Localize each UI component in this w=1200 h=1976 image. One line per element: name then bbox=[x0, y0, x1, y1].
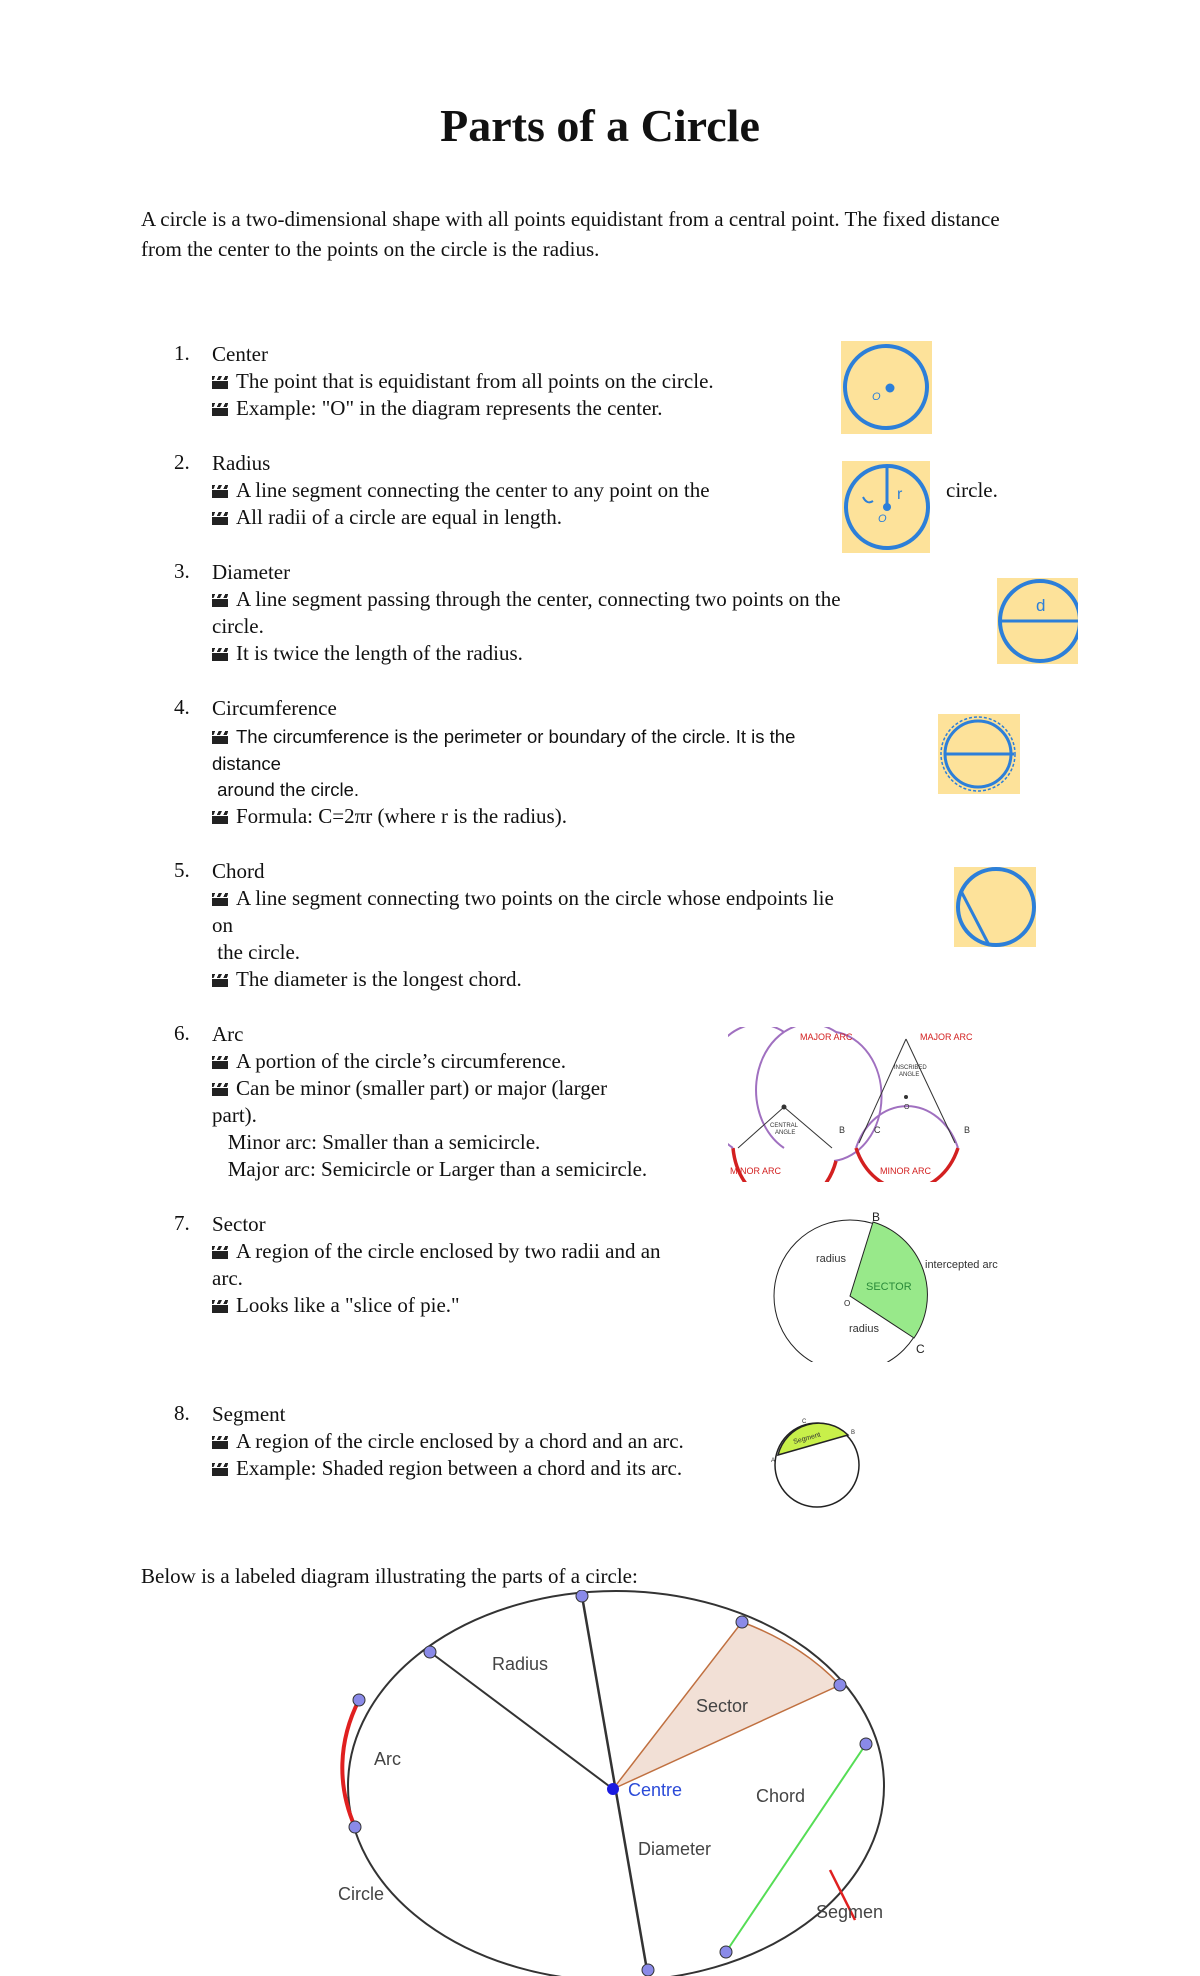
item-heading: Center bbox=[212, 342, 268, 366]
svg-text:C: C bbox=[802, 1419, 807, 1425]
svg-text:SECTOR: SECTOR bbox=[866, 1281, 912, 1293]
item-number: 5. bbox=[174, 858, 190, 882]
item-line: part). bbox=[212, 1103, 257, 1127]
item-heading: Diameter bbox=[212, 560, 291, 584]
item-line: The circumference is the perimeter or boundary of the circle. It is the bbox=[212, 723, 795, 750]
svg-text:radius: radius bbox=[849, 1323, 879, 1335]
svg-text:A: A bbox=[771, 1458, 776, 1464]
clapperboard-icon bbox=[212, 1463, 228, 1476]
item-number: 8. bbox=[174, 1401, 190, 1425]
clapperboard-icon bbox=[212, 974, 228, 987]
chord-thumbnail bbox=[954, 867, 1036, 947]
item-line: Example: "O" in the diagram represents the center. bbox=[212, 395, 663, 422]
svg-text:O: O bbox=[872, 391, 881, 403]
item-line: A line segment connecting the center to any point on the bbox=[212, 477, 710, 504]
item-line: The diameter is the longest chord. bbox=[212, 966, 522, 993]
svg-text:B: B bbox=[839, 1125, 846, 1135]
item-line: Major arc: Semicircle or Larger than a semicircle. bbox=[212, 1157, 648, 1181]
svg-text:O: O bbox=[904, 1104, 910, 1111]
item-line: Looks like a "slice of pie." bbox=[212, 1292, 460, 1319]
svg-text:intercepted arc: intercepted arc bbox=[925, 1259, 998, 1271]
item-line: A line segment passing through the center, connecting two points on the bbox=[212, 586, 841, 613]
clapperboard-icon bbox=[212, 512, 228, 525]
clapperboard-icon bbox=[212, 731, 228, 744]
item-heading: Circumference bbox=[212, 696, 337, 720]
clapperboard-icon bbox=[212, 376, 228, 389]
svg-text:ANGLE: ANGLE bbox=[775, 1130, 796, 1136]
item-number: 6. bbox=[174, 1021, 190, 1045]
item-line: around the circle. bbox=[212, 779, 360, 800]
svg-text:MINOR ARC: MINOR ARC bbox=[880, 1166, 932, 1176]
svg-text:Circle: Circle bbox=[338, 1884, 385, 1904]
labeled-circle-diagram bbox=[330, 1590, 900, 1976]
item-number: 4. bbox=[174, 695, 190, 719]
svg-text:MINOR ARC: MINOR ARC bbox=[730, 1166, 782, 1176]
item-line: distance bbox=[212, 753, 281, 774]
clapperboard-icon bbox=[212, 811, 228, 824]
clapperboard-icon bbox=[212, 403, 228, 416]
svg-text:O: O bbox=[844, 1299, 851, 1308]
item-line: A portion of the circle’s circumference. bbox=[212, 1048, 566, 1075]
svg-text:Chord: Chord bbox=[756, 1786, 806, 1806]
segment-thumbnail bbox=[770, 1413, 860, 1510]
item-line: on bbox=[212, 913, 233, 937]
item-number: 3. bbox=[174, 559, 190, 583]
center-thumbnail bbox=[841, 341, 932, 434]
item-number: 2. bbox=[174, 450, 190, 474]
item-line: Minor arc: Smaller than a semicircle. bbox=[212, 1130, 541, 1154]
item-line: It is twice the length of the radius. bbox=[212, 640, 523, 667]
item-line: All radii of a circle are equal in length. bbox=[212, 504, 562, 531]
clapperboard-icon bbox=[212, 485, 228, 498]
clapperboard-icon bbox=[212, 1300, 228, 1313]
svg-text:Segment: Segment bbox=[792, 1431, 822, 1446]
svg-text:B: B bbox=[851, 1430, 856, 1436]
item-heading: Segment bbox=[212, 1402, 286, 1426]
arc-thumbnail bbox=[728, 1027, 1008, 1182]
svg-text:radius: radius bbox=[816, 1253, 846, 1265]
item-heading: Chord bbox=[212, 859, 265, 883]
item-number: 1. bbox=[174, 341, 190, 365]
item-line: A region of the circle enclosed by a chord and an arc. bbox=[212, 1428, 684, 1455]
intro-paragraph: A circle is a two-dimensional shape with all points equidistant from a central point. The fixed distance from the center to the points on the circle is the radius. bbox=[141, 207, 1000, 261]
svg-text:Segmen: Segmen bbox=[816, 1902, 884, 1922]
svg-text:C: C bbox=[916, 1342, 925, 1356]
svg-text:ANGLE: ANGLE bbox=[899, 1072, 920, 1078]
clapperboard-icon bbox=[212, 1083, 228, 1096]
diagram-caption: Below is a labeled diagram illustrating the parts of a circle: bbox=[141, 1564, 638, 1588]
svg-text:Radius: Radius bbox=[492, 1654, 549, 1674]
svg-text:r: r bbox=[897, 486, 903, 503]
clapperboard-icon bbox=[212, 648, 228, 661]
item-line-tail: circle. bbox=[946, 478, 998, 502]
svg-text:Sector: Sector bbox=[696, 1696, 749, 1716]
clapperboard-icon bbox=[212, 1436, 228, 1449]
clapperboard-icon bbox=[212, 1246, 228, 1259]
item-heading: Radius bbox=[212, 451, 271, 475]
item-line: A region of the circle enclosed by two radii and an bbox=[212, 1238, 661, 1265]
radius-thumbnail bbox=[842, 461, 930, 553]
page-title: Parts of a Circle bbox=[440, 100, 760, 151]
clapperboard-icon bbox=[212, 594, 228, 607]
item-line: circle. bbox=[212, 614, 264, 638]
svg-text:MAJOR ARC: MAJOR ARC bbox=[800, 1032, 853, 1042]
svg-text:C: C bbox=[874, 1125, 881, 1135]
svg-text:B: B bbox=[964, 1125, 971, 1135]
svg-text:INSCRIBED: INSCRIBED bbox=[894, 1065, 927, 1071]
svg-text:CENTRAL: CENTRAL bbox=[770, 1123, 799, 1129]
svg-text:O: O bbox=[878, 513, 887, 525]
item-line: arc. bbox=[212, 1266, 243, 1290]
diameter-thumbnail bbox=[997, 578, 1078, 664]
sector-thumbnail bbox=[768, 1212, 1030, 1362]
item-line: Can be minor (smaller part) or major (larger bbox=[212, 1075, 607, 1102]
svg-text:Diameter: Diameter bbox=[638, 1839, 712, 1859]
item-heading: Arc bbox=[212, 1022, 244, 1046]
item-line: The point that is equidistant from all points on the circle. bbox=[212, 368, 714, 395]
svg-text:B: B bbox=[872, 1212, 881, 1224]
svg-text:Centre: Centre bbox=[628, 1780, 683, 1800]
item-line: the circle. bbox=[212, 940, 301, 964]
item-line: A line segment connecting two points on the circle whose endpoints lie bbox=[212, 885, 834, 912]
clapperboard-icon bbox=[212, 893, 228, 906]
svg-text:d: d bbox=[1036, 596, 1046, 615]
circumference-thumbnail bbox=[938, 714, 1020, 794]
svg-text:Arc: Arc bbox=[374, 1749, 401, 1769]
clapperboard-icon bbox=[212, 1056, 228, 1069]
item-line: Example: Shaded region between a chord and its arc. bbox=[212, 1455, 682, 1482]
item-line: Formula: C=2πr (where r is the radius). bbox=[212, 803, 567, 830]
item-heading: Sector bbox=[212, 1212, 266, 1236]
svg-text:MAJOR ARC: MAJOR ARC bbox=[920, 1032, 973, 1042]
item-number: 7. bbox=[174, 1211, 190, 1235]
